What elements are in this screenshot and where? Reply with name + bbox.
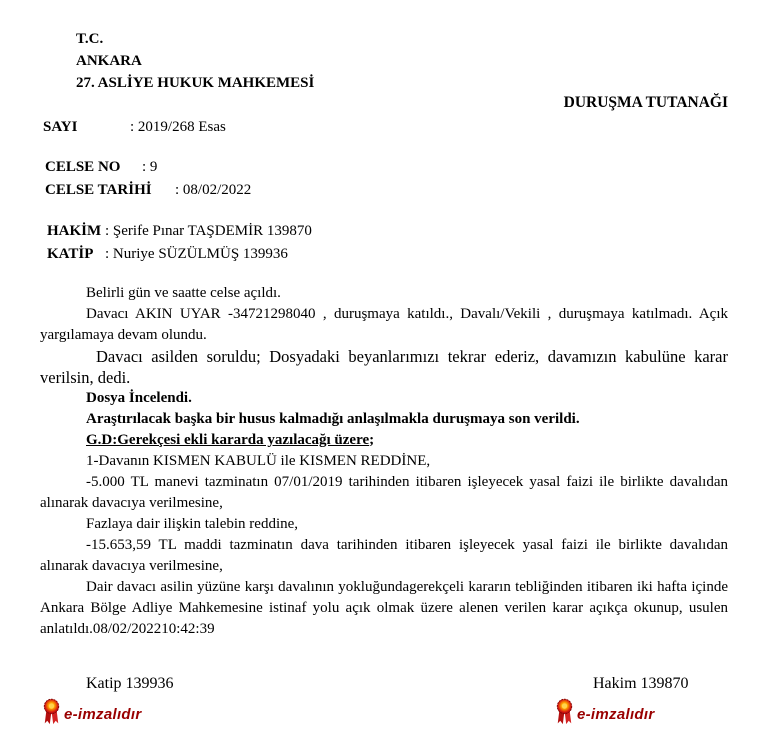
- paragraph-gd-heading: [40, 430, 728, 451]
- paragraph-plaintiff-statement: Davacı asilden soruldu; Dosyadaki beyanlarımızı tekrar ederiz, davamızın kabulüne karar verilsin, dedi.: [40, 347, 728, 387]
- esign-seal-icon: [556, 698, 573, 725]
- paragraph-partial-acceptance: 1-Davanın KISMEN KABULÜ ile KISMEN REDDİNE,: [86, 453, 431, 469]
- paragraph-moral-damages: -5.000 TL manevi tazminatın 07/01/2019 tarihinden itibaren işleyecek yasal faizi ile birlikte davalıdan alınarak davacıya verilmesine,: [40, 474, 728, 511]
- court-header: [76, 28, 314, 94]
- paragraph-appeal-notice: Dair davacı asilin yüzüne karşı davalının yokluğundagerekçeli kararın tebliğinden itibaren iki hafta içinde Ankara Bölge Adliye Mahkemesine istinaf yolu açık olmak üzere alenen verilen karar açıkça okunup, usulen anlatıldı.08/02/202210:42:39: [40, 579, 728, 637]
- gd-heading-suffix: ;: [369, 432, 375, 448]
- header-republic-line: T.C.: [76, 31, 104, 47]
- esign-label: e-imzalıdır: [64, 705, 142, 723]
- paragraph-file-examined: Dosya İncelendi.: [86, 390, 192, 406]
- paragraph-session-opened: Belirli gün ve saatte celse açıldı.: [86, 285, 281, 301]
- paragraph-attendance: Davacı AKIN UYAR -34721298040 , duruşmaya katıldı., Davalı/Vekili , duruşmaya katılmadı. Açık yargılamaya devam olundu.: [40, 306, 728, 343]
- session-no-label: CELSE NO: [45, 159, 121, 175]
- header-city-line: ANKARA: [76, 53, 142, 69]
- officials-block: [47, 220, 312, 266]
- clerk-esignature: [43, 696, 142, 726]
- gd-heading-underlined: G.D:Gerekçesi ekli kararda yazılacağı üzere: [86, 432, 370, 448]
- session-date-row: [45, 179, 251, 202]
- session-no-row: [45, 156, 251, 179]
- case-number-row: [43, 119, 226, 136]
- paragraph-hearing-ended: Araştırılacak başka bir husus kalmadığı anlaşılmakla duruşmaya son verildi.: [86, 411, 580, 427]
- clerk-label: KATİP: [47, 246, 94, 262]
- judge-value: : Şerife Pınar TAŞDEMİR 139870: [105, 223, 312, 239]
- paragraph-material-damages: -15.653,59 TL maddi tazminatın dava tarihinden itibaren işleyecek yasal faizi ile birlikte davalıdan alınarak davacıya verilmesine,: [40, 537, 728, 574]
- session-info-block: [45, 156, 251, 202]
- judge-row: [47, 220, 312, 243]
- hearing-body: [40, 283, 728, 640]
- judge-label: HAKİM: [47, 223, 102, 239]
- clerk-signature-name: Katip 139936: [86, 675, 174, 692]
- esign-seal-icon: [43, 698, 60, 725]
- esign-label: e-imzalıdır: [577, 705, 655, 723]
- case-number-label: SAYI: [43, 119, 78, 135]
- session-date-label: CELSE TARİHİ: [45, 182, 152, 198]
- clerk-row: [47, 243, 312, 266]
- judge-signature-name: Hakim 139870: [593, 675, 689, 692]
- case-number-value: : 2019/268 Esas: [130, 119, 226, 135]
- clerk-value: : Nuriye SÜZÜLMÜŞ 139936: [105, 246, 288, 262]
- document-title: DURUŞMA TUTANAĞI: [563, 94, 728, 111]
- header-court-name: 27. ASLİYE HUKUK MAHKEMESİ: [76, 75, 315, 91]
- session-no-value: : 9: [142, 159, 158, 175]
- session-date-value: : 08/02/2022: [175, 182, 252, 198]
- judge-esignature: [556, 696, 655, 726]
- paragraph-excess-claim-rejected: Fazlaya dair ilişkin talebin reddine,: [86, 516, 299, 532]
